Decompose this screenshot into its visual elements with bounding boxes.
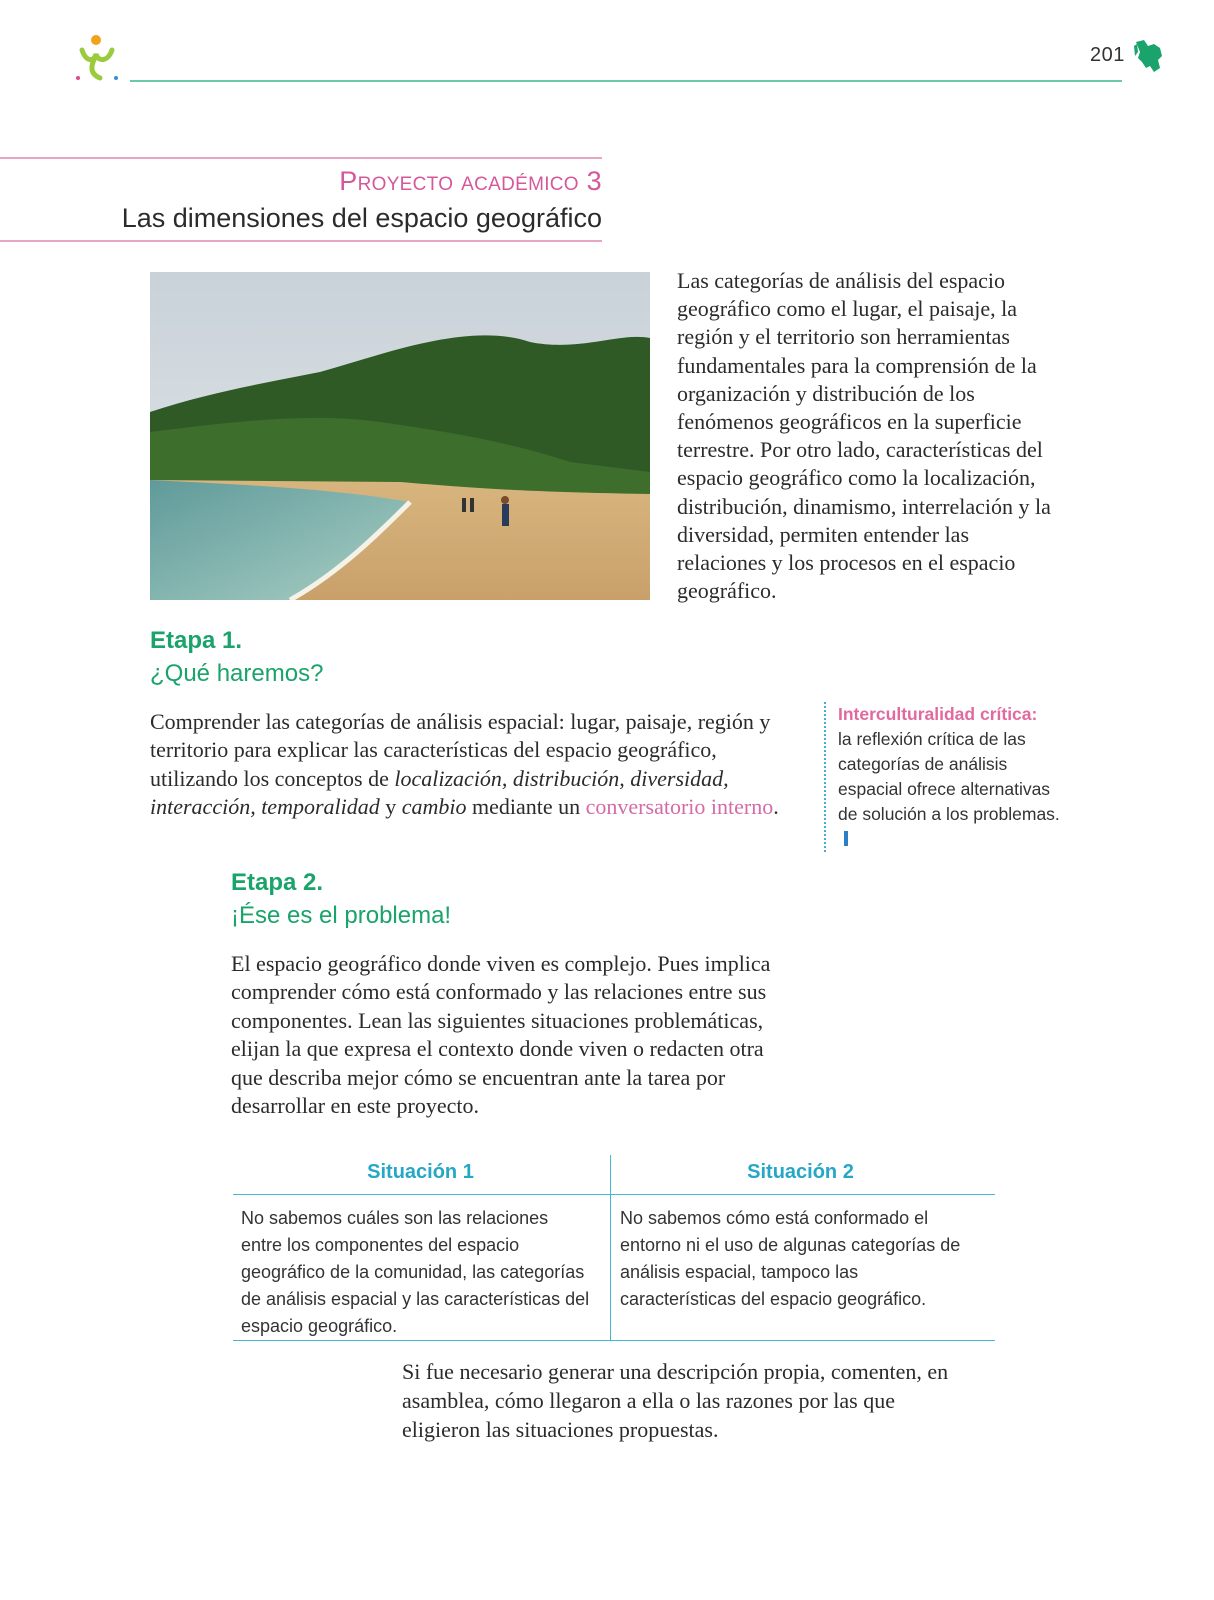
sidebar-note <box>824 702 1068 852</box>
stage1-heading-block <box>150 624 323 690</box>
project-title: Las dimensiones del espacio geográfico <box>121 203 602 233</box>
title-rule-top <box>0 157 602 159</box>
table-bottom-rule <box>233 1340 995 1341</box>
intro-paragraph: Las categorías de análisis del espacio geográfico como el lugar, el paisaje, la región y el territorio son herramientas fundamentales para la comprensión de la organización y distribución de los fenómenos geográficos en la superficie terrestre. Por otro lado, características del espacio geográfico como la localización, distribución, dinamismo, interrelación y la diversidad, permiten entender las relaciones y los procesos en el espacio geográfico. <box>677 268 1051 604</box>
stage1-text-end: . <box>773 794 779 820</box>
title-rule-bottom <box>0 240 602 242</box>
stage1-heading: Etapa 1. <box>150 627 243 654</box>
stage1-italic-terms: localización, distribución, diversidad, interacción, temporalidad <box>150 765 729 820</box>
situation2-heading: Situación 2 <box>747 1161 854 1183</box>
stage2-paragraph: El espacio geográfico donde viven es complejo. Pues implica comprender cómo está conformado y las relaciones entre sus componentes. Lean las siguientes situaciones problemáticas, elijan la que expresa el contexto donde viven o redacten otra que describa mejor cómo se encuentran ante la tarea por desarrollar en este proyecto. <box>231 951 771 1119</box>
situation1-heading: Situación 1 <box>367 1161 474 1183</box>
conversatorio-link[interactable]: conversatorio interno <box>585 794 774 820</box>
stage2-subheading: ¡Ése es el problema! <box>231 902 452 929</box>
sidebar-text-block <box>838 727 1068 852</box>
stage1-paragraph <box>150 708 810 822</box>
stage2-heading-block <box>231 866 451 932</box>
page-number: 201 <box>1090 44 1125 66</box>
closing-paragraph: Si fue necesario generar una descripción propia, comenten, en asamblea, cómo llegaron a ella o las razones por las que eligieron las situaciones propuestas. <box>402 1359 949 1442</box>
project-label: Proyecto académico 3 <box>339 166 602 196</box>
stage1-italic-term2: cambio <box>401 794 467 820</box>
stage1-text-mid: mediante un <box>466 794 586 820</box>
stage1-text-start: Comprender las categorías de análisis espacial: lugar, paisaje, región y territorio para explicar las características del espacio geográfico, utilizando los conceptos de <box>150 709 771 791</box>
table-column-divider <box>610 1155 611 1341</box>
sep-logo-icon <box>72 32 128 84</box>
beach-photo <box>150 272 650 600</box>
situation2-text: No sabemos cómo está conformado el entorno ni el uso de algunas categorías de análisis espacial, tampoco las características del espacio geográfico. <box>620 1208 961 1309</box>
table-header-rule <box>233 1194 995 1195</box>
header-rule <box>130 80 1122 82</box>
stage2-heading: Etapa 2. <box>231 869 324 896</box>
end-mark-icon <box>844 831 848 846</box>
sidebar-title: Interculturalidad crítica: <box>838 704 1038 724</box>
sidebar-text: la reflexión crítica de las categorías de análisis espacial ofrece alternativas de solución a los problemas. <box>838 729 1060 824</box>
stage1-subheading: ¿Qué haremos? <box>150 660 324 687</box>
situations-table <box>233 1155 995 1341</box>
mexico-map-icon <box>1132 38 1166 74</box>
situation1-text: No sabemos cuáles son las relaciones entre los componentes del espacio geográfico de la comunidad, las categorías de análisis espacial y las características del espacio geográfico. <box>241 1208 590 1336</box>
stage1-conj: y <box>379 794 402 820</box>
